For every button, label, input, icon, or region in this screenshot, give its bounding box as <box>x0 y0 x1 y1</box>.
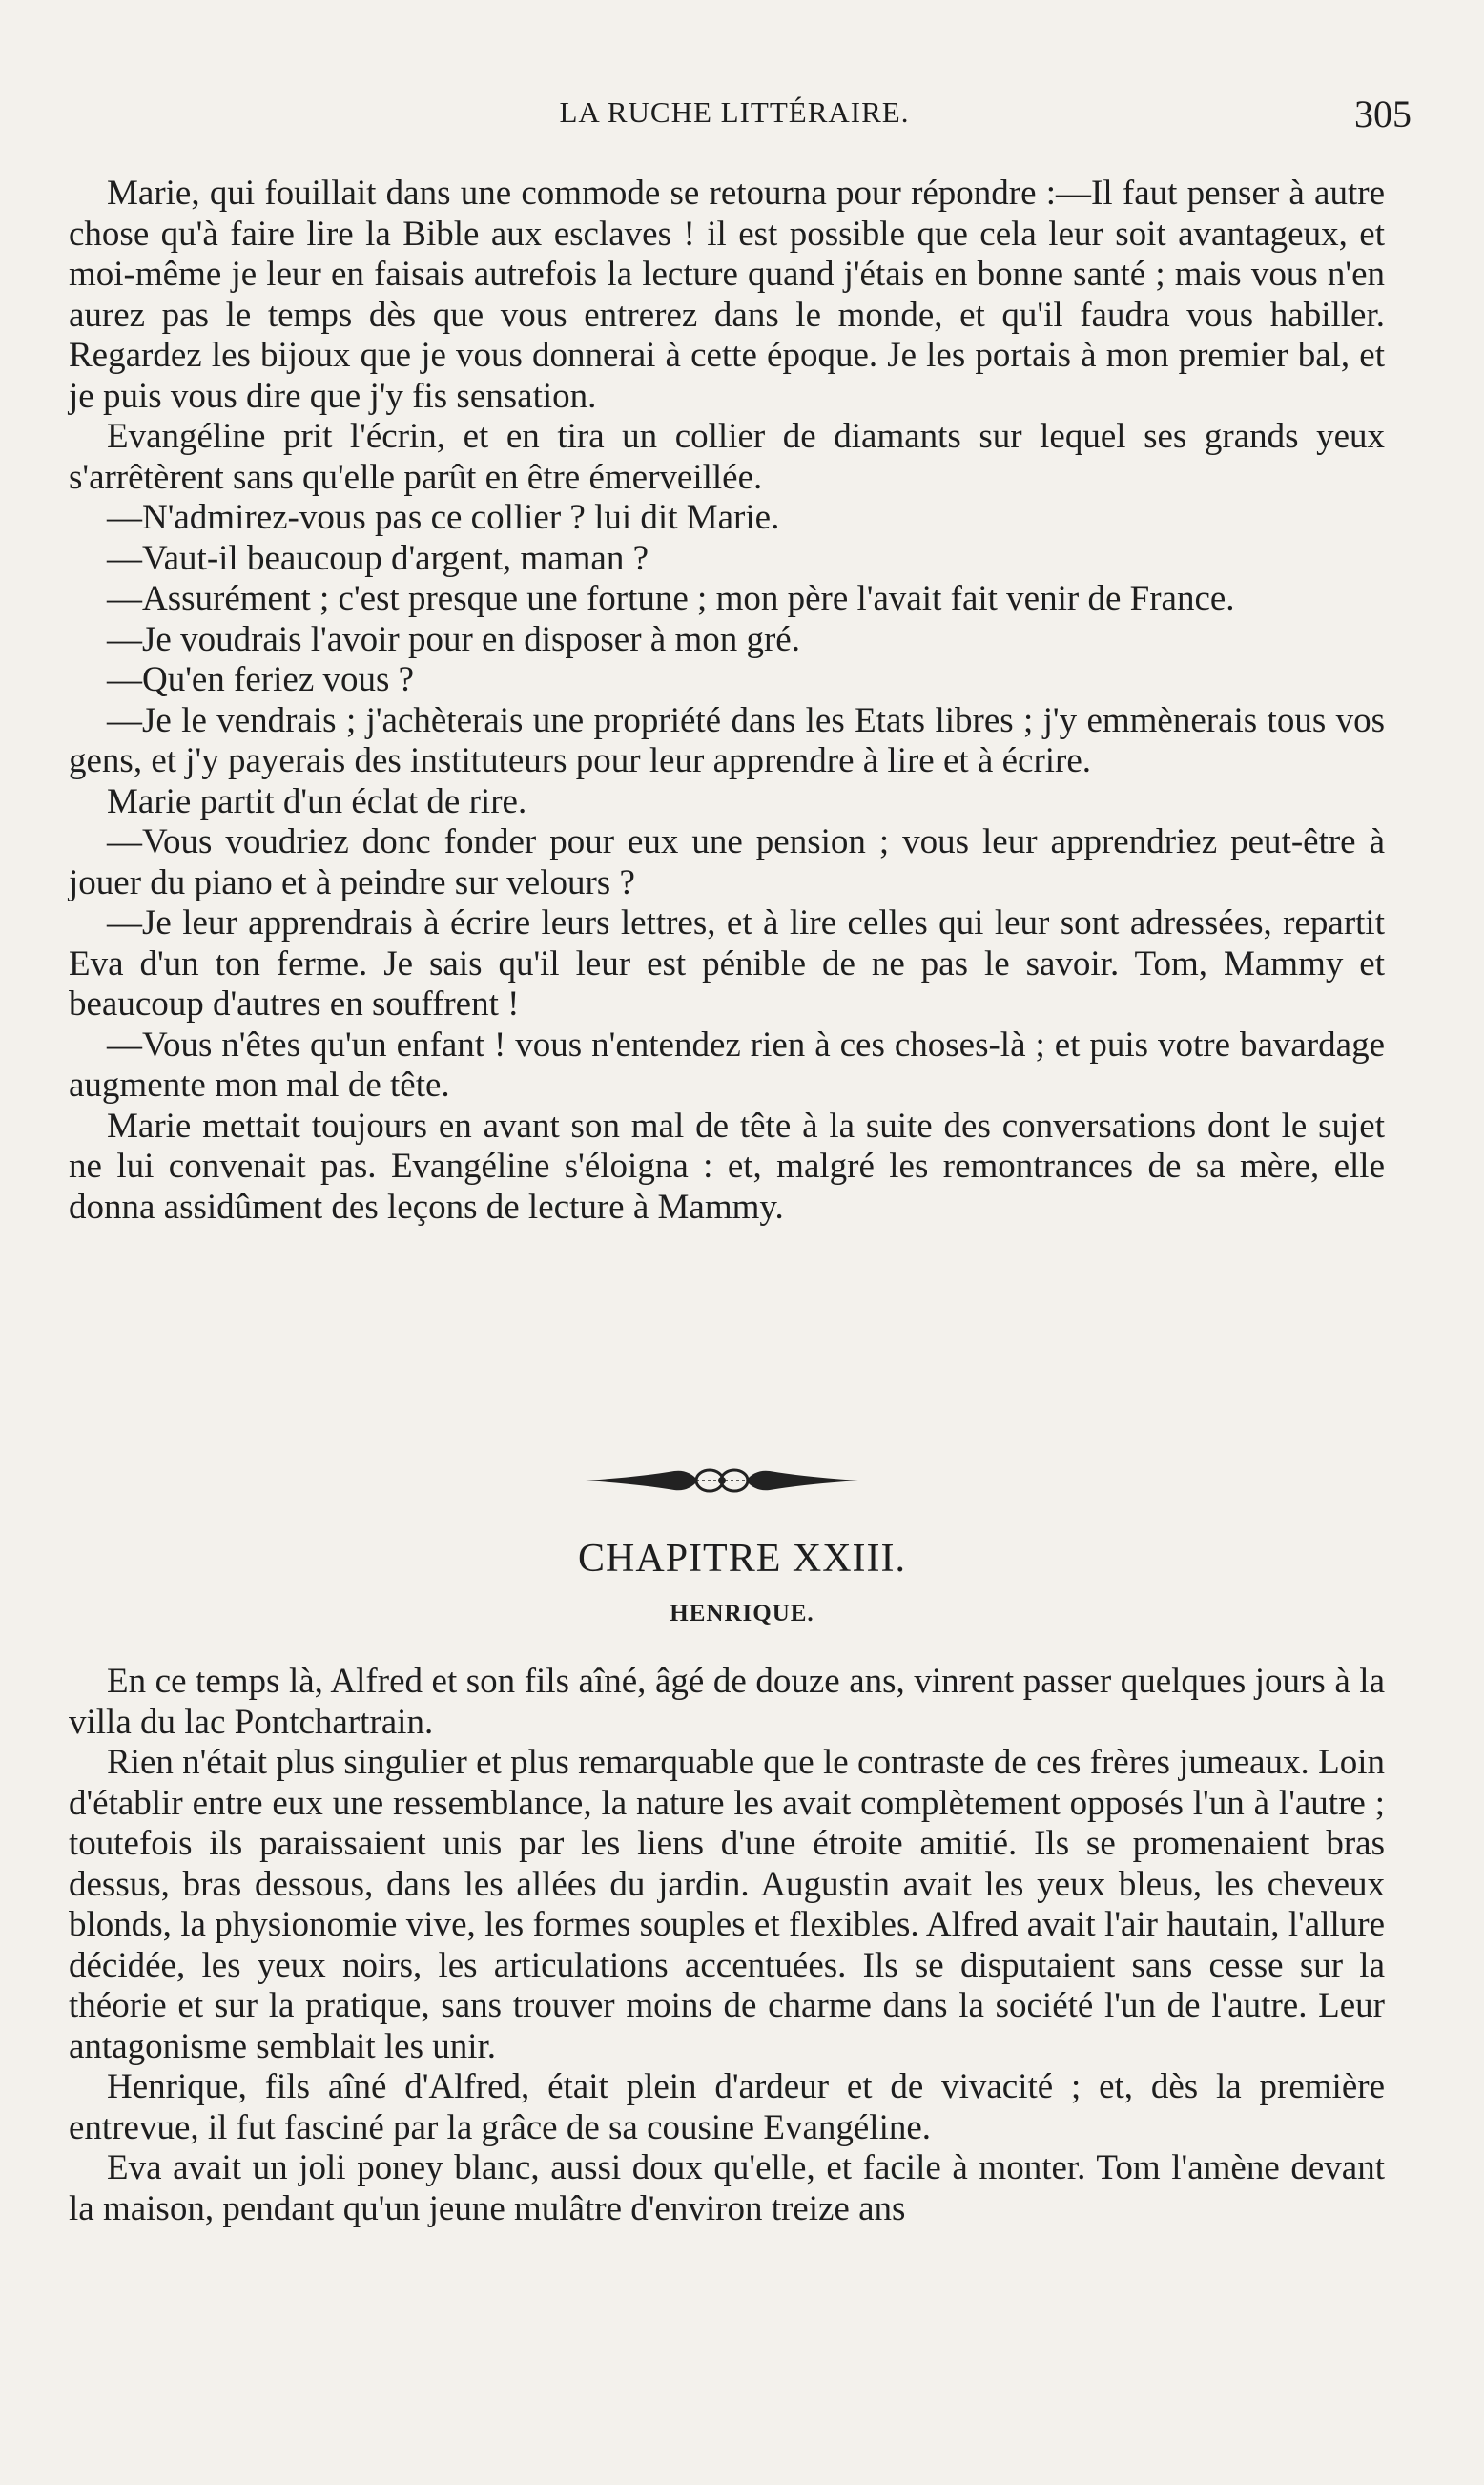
paragraph: —Vous voudriez donc fonder pour eux une pension ; vous leur apprendriez peut-être à jouer du piano et à peindre sur velours ? <box>69 822 1385 902</box>
paragraph: —Vaut-il beaucoup d'argent, maman ? <box>107 538 649 578</box>
paragraph: Marie partit d'un éclat de rire. <box>107 781 527 821</box>
paragraph: Rien n'était plus singulier et plus remarquable que le contraste de ces frères jumeaux. Loin d'établir entre eux une ressemblance, la nature les avait complètement opposés l'un à l'autre ; toutefois ils paraissaient unis par les liens d'une étroite amitié. Ils se promenaient bras dessus, bras dessous, dans les allées du jardin. Augustin avait les yeux bleus, les cheveux blonds, la physionomie vive, les formes souples et flexibles. Alfred avait l'air hautain, l'allure décidée, les yeux noirs, les articulations accentuées. Ils se disputaient sans cesse sur la théorie et sur la pratique, sans trouver moins de charme dans la société l'un de l'autre. Leur antagonisme semblait les unir. <box>69 1743 1385 2066</box>
paragraph: Eva avait un joli poney blanc, aussi doux qu'elle, et facile à monter. Tom l'amène devant la maison, pendant qu'un jeune mulâtre d'environ treize ans <box>69 2148 1385 2228</box>
page-number: 305 <box>1354 93 1412 135</box>
paragraph: Marie, qui fouillait dans une commode se retourna pour répondre :—Il faut penser à autre chose qu'à faire lire la Bible aux esclaves ! il est possible que cela leur soit avantageux, et moi-même je leur en faisais autrefois la lecture quand j'étais en bonne santé ; mais vous n'en aurez pas le temps dès que vous entrerez dans le monde, et qu'il faudra vous habiller. Regardez les bijoux que je vous donnerai à cette époque. Je les portais à mon premier bal, et je puis vous dire que j'y fis sensation. <box>69 174 1385 416</box>
running-head: LA RUCHE LITTÉRAIRE. <box>559 95 910 129</box>
paragraph: —Qu'en feriez vous ? <box>107 660 415 699</box>
paragraph: —Je voudrais l'avoir pour en disposer à mon gré. <box>107 619 800 659</box>
paragraph: —Assurément ; c'est presque une fortune ; mon père l'avait fait venir de France. <box>107 579 1235 618</box>
paragraph: —Je le vendrais ; j'achèterais une propriété dans les Etats libres ; j'y emmènerais tous vos gens, et j'y payerais des instituteurs pour leur apprendre à lire et à écrire. <box>69 700 1385 780</box>
paragraph: En ce temps là, Alfred et son fils aîné, âgé de douze ans, vinrent passer quelques jours à la villa du lac Pontchartrain. <box>69 1662 1385 1742</box>
text-section-2 <box>69 1662 1385 2229</box>
text-section-1 <box>69 174 1385 1228</box>
paragraph: Henrique, fils aîné d'Alfred, était plein d'ardeur et de vivacité ; et, dès la première entrevue, il fut fasciné par la grâce de sa cousine Evangéline. <box>69 2067 1385 2147</box>
page-header <box>57 95 1412 143</box>
paragraph: —N'admirez-vous pas ce collier ? lui dit Marie. <box>107 498 780 537</box>
paragraph: Evangéline prit l'écrin, et en tira un collier de diamants sur lequel ses grands yeux s'arrêtèrent sans qu'elle parût en être émerveillée. <box>69 417 1385 497</box>
chapter-title: CHAPITRE XXIII. <box>578 1537 906 1581</box>
paragraph: —Vous n'êtes qu'un enfant ! vous n'entendez rien à ces choses-là ; et puis votre bavardage augmente mon mal de tête. <box>69 1025 1385 1105</box>
ornament-divider <box>584 1461 860 1500</box>
paragraph: Marie mettait toujours en avant son mal de tête à la suite des conversations dont le sujet ne lui convenait pas. Evangéline s'éloigna : et, malgré les remontrances de sa mère, elle donna assidûment des leçons de lecture à Mammy. <box>69 1106 1385 1227</box>
paragraph: —Je leur apprendrais à écrire leurs lettres, et à lire celles qui leur sont adressées, repartit Eva d'un ton ferme. Je sais qu'il leur est pénible de ne pas le savoir. Tom, Mammy et beaucoup d'autres en souffrent ! <box>69 903 1385 1024</box>
chapter-subtitle: HENRIQUE. <box>670 1601 814 1626</box>
